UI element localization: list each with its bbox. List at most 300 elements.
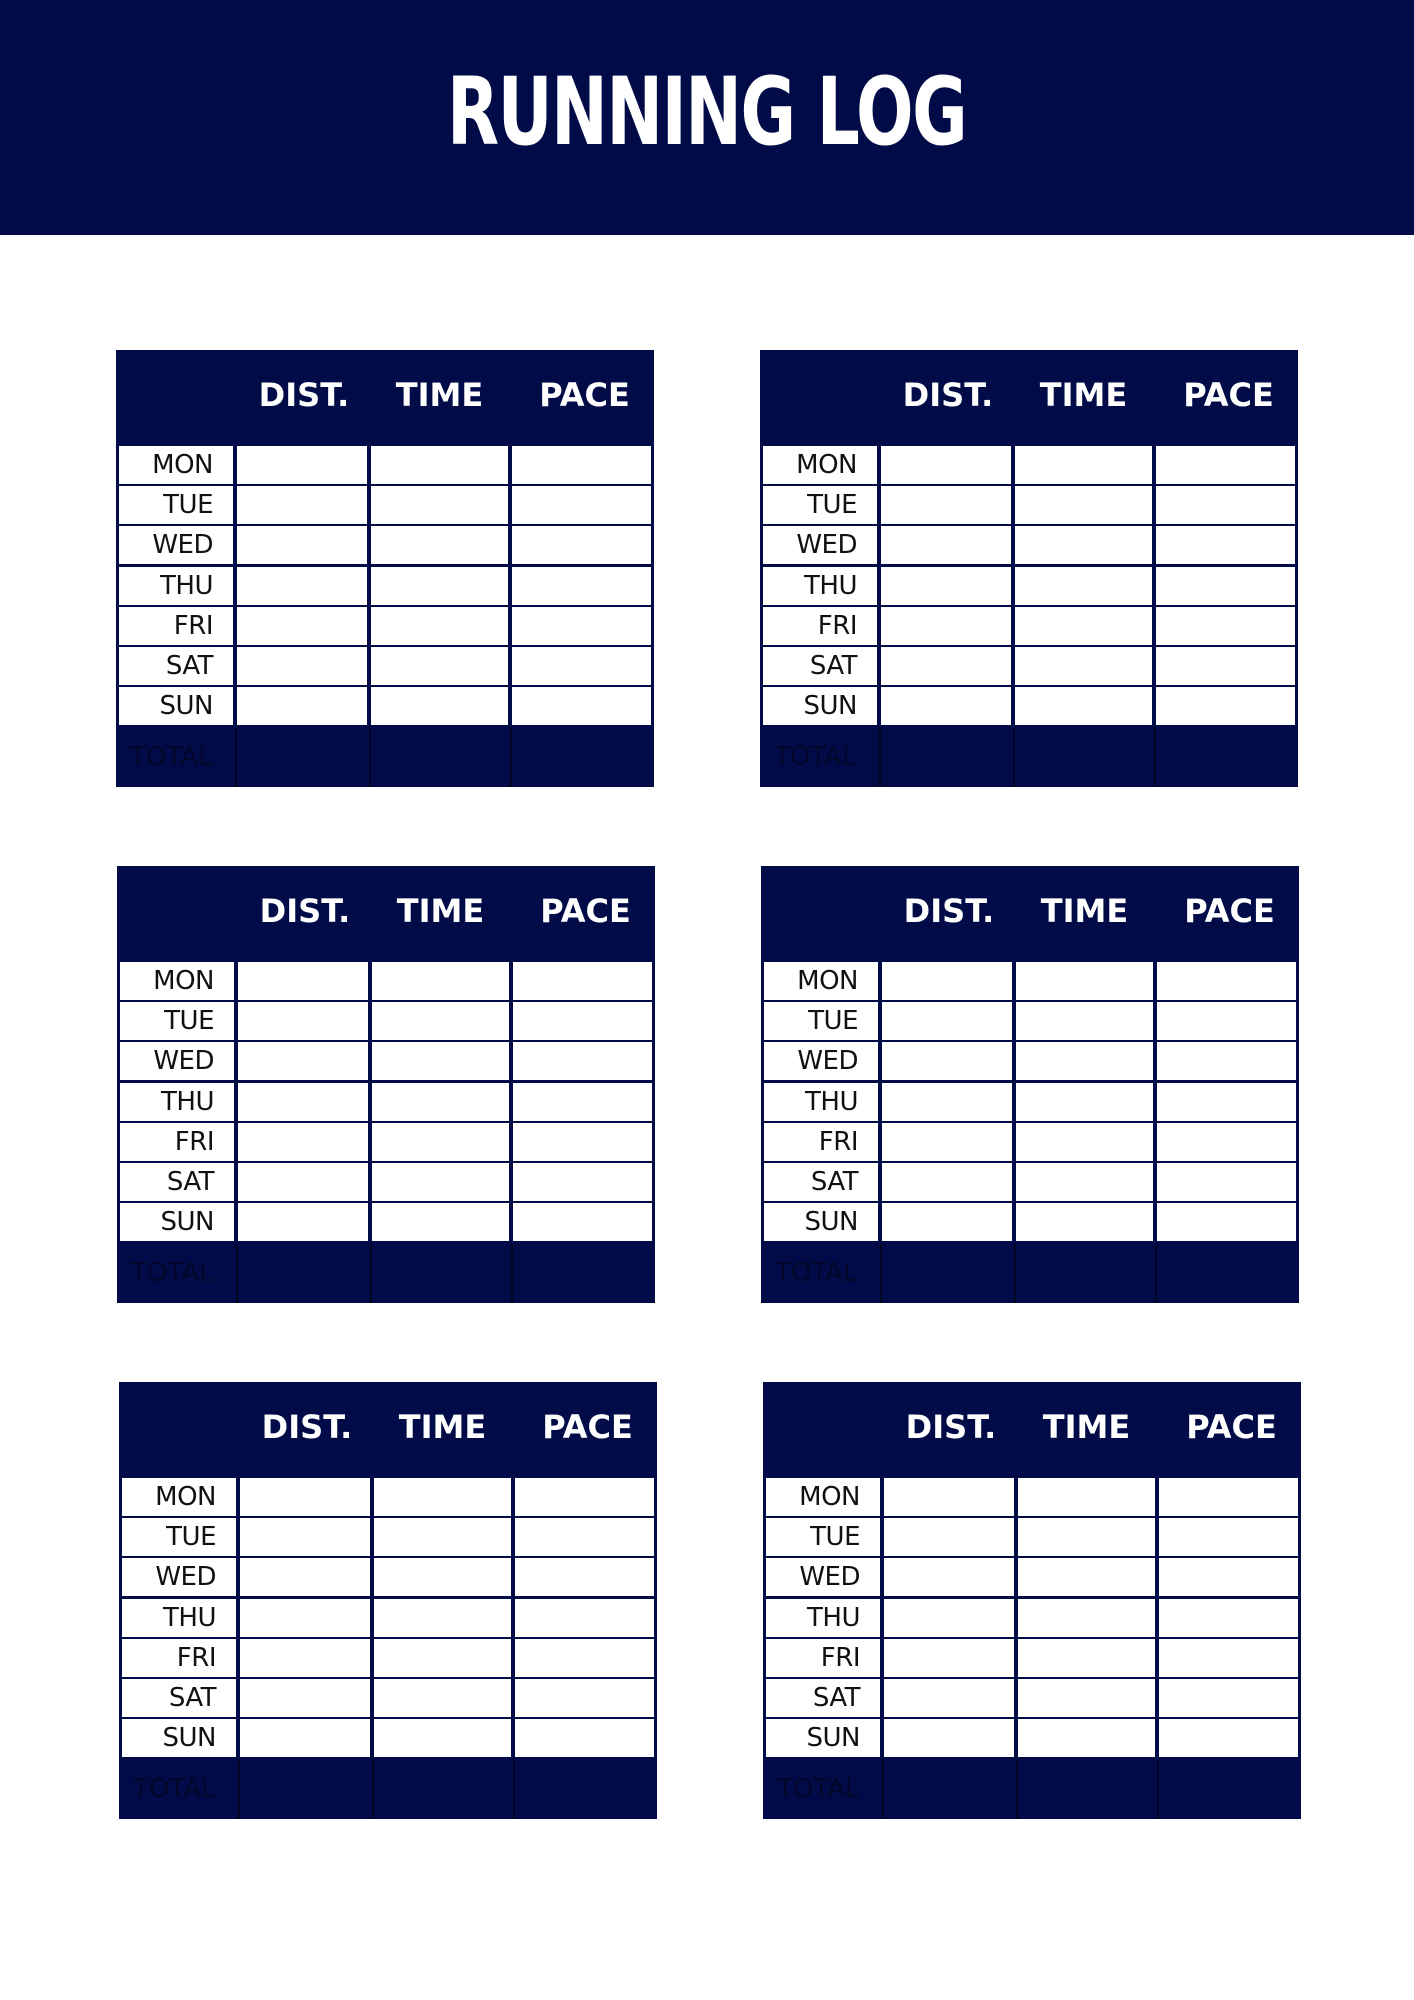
day-label: TUE: [807, 490, 857, 520]
table-row: [763, 647, 1295, 685]
table-body: [120, 962, 652, 1244]
entry-cell[interactable]: [1018, 1679, 1155, 1717]
entry-cell[interactable]: [1159, 1558, 1298, 1596]
entry-cell[interactable]: [1157, 1163, 1296, 1201]
entry-cell[interactable]: [1016, 1002, 1153, 1040]
day-cell: [766, 1719, 880, 1757]
day-cell: [763, 607, 877, 645]
entry-cell[interactable]: [240, 1518, 370, 1556]
entry-cell[interactable]: [512, 567, 651, 605]
entry-cell[interactable]: [240, 1599, 370, 1637]
day-label: SAT: [165, 651, 213, 681]
day-label: SAT: [809, 651, 857, 681]
total-label: TOTAL: [130, 742, 213, 772]
entry-cell[interactable]: [1018, 1478, 1155, 1516]
entry-cell[interactable]: [372, 1203, 509, 1241]
day-cell: [766, 1478, 880, 1516]
day-label: TUE: [166, 1522, 216, 1552]
entry-cell[interactable]: [237, 647, 367, 685]
day-cell: [766, 1599, 880, 1637]
day-cell: [122, 1639, 236, 1677]
entry-cell[interactable]: [1015, 486, 1152, 524]
table-row: [766, 1639, 1298, 1677]
total-label: TOTAL: [777, 1774, 860, 1804]
day-label: SUN: [162, 1723, 216, 1753]
column-header: TIME: [395, 376, 484, 414]
total-column-divider: [1157, 1760, 1159, 1819]
table-row: [119, 486, 651, 524]
column-header: DIST.: [903, 892, 995, 930]
day-cell: [766, 1518, 880, 1556]
entry-cell[interactable]: [1157, 1083, 1296, 1121]
day-label: MON: [797, 966, 858, 996]
entry-cell[interactable]: [240, 1639, 370, 1677]
table-row: [766, 1478, 1298, 1516]
entry-cell[interactable]: [1157, 1042, 1296, 1080]
day-cell: [763, 526, 877, 564]
column-header: DIST.: [905, 1408, 997, 1446]
total-row: [119, 1760, 657, 1819]
day-label: MON: [796, 450, 857, 480]
entry-cell[interactable]: [238, 1203, 368, 1241]
entry-cell[interactable]: [238, 1042, 368, 1080]
column-header: DIST.: [902, 376, 994, 414]
entry-cell[interactable]: [881, 486, 1011, 524]
total-column-divider: [1014, 1244, 1016, 1303]
entry-cell[interactable]: [884, 1478, 1014, 1516]
table-row: [122, 1599, 654, 1637]
entry-cell[interactable]: [1016, 1163, 1153, 1201]
weekly-log-table: [761, 866, 1299, 1303]
entry-cell[interactable]: [881, 567, 1011, 605]
table-row: [764, 1203, 1296, 1241]
total-column-divider: [510, 728, 512, 787]
entry-cell[interactable]: [372, 1002, 509, 1040]
entry-cell[interactable]: [1015, 647, 1152, 685]
table-header-row: [119, 1382, 657, 1478]
table-row: [122, 1518, 654, 1556]
day-cell: [763, 446, 877, 484]
entry-cell[interactable]: [1156, 446, 1295, 484]
table-header-row: [117, 866, 655, 962]
entry-cell[interactable]: [237, 446, 367, 484]
entry-cell[interactable]: [512, 526, 651, 564]
table-row: [120, 1042, 652, 1080]
entry-cell[interactable]: [515, 1679, 654, 1717]
table-row: [763, 567, 1295, 605]
weekly-log-table: [117, 866, 655, 1303]
weekly-log-table: [119, 1382, 657, 1819]
entry-cell[interactable]: [1016, 962, 1153, 1000]
column-header: TIME: [1040, 892, 1129, 930]
entry-cell[interactable]: [1156, 486, 1295, 524]
entry-cell[interactable]: [1159, 1478, 1298, 1516]
entry-cell[interactable]: [374, 1719, 511, 1757]
table-row: [119, 607, 651, 645]
weekly-log-table: [116, 350, 654, 787]
total-column-divider: [370, 1244, 372, 1303]
table-row: [120, 1163, 652, 1201]
day-label: SUN: [803, 691, 857, 721]
entry-cell[interactable]: [372, 962, 509, 1000]
total-column-divider: [1013, 728, 1015, 787]
entry-cell[interactable]: [1015, 607, 1152, 645]
column-header: PACE: [1186, 1408, 1277, 1446]
entry-cell[interactable]: [884, 1558, 1014, 1596]
table-row: [119, 526, 651, 564]
day-cell: [119, 647, 233, 685]
table-header-row: [116, 350, 654, 446]
page-header: [0, 0, 1414, 235]
entry-cell[interactable]: [240, 1558, 370, 1596]
entry-cell[interactable]: [1156, 647, 1295, 685]
entry-cell[interactable]: [238, 1163, 368, 1201]
day-cell: [122, 1599, 236, 1637]
table-row: [766, 1599, 1298, 1637]
entry-cell[interactable]: [1156, 567, 1295, 605]
entry-cell[interactable]: [1156, 687, 1295, 725]
entry-cell[interactable]: [372, 1123, 509, 1161]
total-label: TOTAL: [775, 1258, 858, 1288]
table-row: [763, 687, 1295, 725]
day-label: WED: [797, 1046, 858, 1076]
day-label: THU: [807, 1603, 860, 1633]
entry-cell[interactable]: [371, 526, 508, 564]
table-row: [764, 962, 1296, 1000]
entry-cell[interactable]: [237, 567, 367, 605]
table-row: [122, 1478, 654, 1516]
table-header-row: [763, 1382, 1301, 1478]
table-header-row: [761, 866, 1299, 962]
total-column-divider: [882, 1760, 884, 1819]
day-cell: [764, 1083, 878, 1121]
table-row: [120, 1083, 652, 1121]
entry-cell[interactable]: [882, 1002, 1012, 1040]
total-column-divider: [1016, 1760, 1018, 1819]
table-body: [763, 446, 1295, 728]
day-label: FRI: [176, 1643, 216, 1673]
entry-cell[interactable]: [1018, 1719, 1155, 1757]
entry-cell[interactable]: [238, 1123, 368, 1161]
entry-cell[interactable]: [1159, 1679, 1298, 1717]
entry-cell[interactable]: [238, 962, 368, 1000]
total-column-divider: [236, 1244, 238, 1303]
entry-cell[interactable]: [372, 1083, 509, 1121]
day-cell: [122, 1679, 236, 1717]
day-cell: [119, 526, 233, 564]
entry-cell[interactable]: [1157, 962, 1296, 1000]
table-body: [119, 446, 651, 728]
day-cell: [120, 1083, 234, 1121]
entry-cell[interactable]: [513, 1203, 652, 1241]
total-label: TOTAL: [133, 1774, 216, 1804]
day-label: MON: [799, 1482, 860, 1512]
total-row: [761, 1244, 1299, 1303]
entry-cell[interactable]: [1016, 1042, 1153, 1080]
day-label: SAT: [810, 1167, 858, 1197]
day-label: SAT: [166, 1167, 214, 1197]
entry-cell[interactable]: [881, 647, 1011, 685]
table-row: [119, 687, 651, 725]
column-header: PACE: [540, 892, 631, 930]
column-header: PACE: [542, 1408, 633, 1446]
table-row: [764, 1083, 1296, 1121]
day-label: FRI: [173, 611, 213, 641]
day-cell: [122, 1478, 236, 1516]
day-label: FRI: [174, 1127, 214, 1157]
table-row: [763, 526, 1295, 564]
table-row: [764, 1002, 1296, 1040]
entry-cell[interactable]: [237, 486, 367, 524]
day-cell: [763, 647, 877, 685]
day-cell: [119, 486, 233, 524]
total-label: TOTAL: [131, 1258, 214, 1288]
table-row: [122, 1639, 654, 1677]
total-row: [760, 728, 1298, 787]
table-row: [120, 962, 652, 1000]
column-header: DIST.: [258, 376, 350, 414]
column-header: TIME: [398, 1408, 487, 1446]
entry-cell[interactable]: [513, 1123, 652, 1161]
entry-cell[interactable]: [1015, 687, 1152, 725]
entry-cell[interactable]: [881, 526, 1011, 564]
entry-cell[interactable]: [238, 1083, 368, 1121]
day-label: SUN: [160, 1207, 214, 1237]
entry-cell[interactable]: [1016, 1203, 1153, 1241]
table-row: [766, 1558, 1298, 1596]
entry-cell[interactable]: [515, 1478, 654, 1516]
day-label: SAT: [168, 1683, 216, 1713]
day-label: THU: [160, 571, 213, 601]
day-cell: [764, 1203, 878, 1241]
day-label: SUN: [804, 1207, 858, 1237]
table-row: [120, 1002, 652, 1040]
day-cell: [764, 1163, 878, 1201]
day-cell: [119, 687, 233, 725]
entry-cell[interactable]: [372, 1163, 509, 1201]
table-row: [763, 607, 1295, 645]
column-header: TIME: [1039, 376, 1128, 414]
entry-cell[interactable]: [515, 1639, 654, 1677]
total-column-divider: [513, 1760, 515, 1819]
column-header: DIST.: [261, 1408, 353, 1446]
day-cell: [120, 1163, 234, 1201]
table-header-row: [760, 350, 1298, 446]
entry-cell[interactable]: [1157, 1002, 1296, 1040]
entry-cell[interactable]: [1016, 1123, 1153, 1161]
entry-cell[interactable]: [512, 647, 651, 685]
day-label: THU: [804, 571, 857, 601]
day-cell: [766, 1679, 880, 1717]
day-cell: [122, 1558, 236, 1596]
entry-cell[interactable]: [1015, 526, 1152, 564]
column-header: DIST.: [259, 892, 351, 930]
entry-cell[interactable]: [240, 1719, 370, 1757]
entry-cell[interactable]: [513, 1083, 652, 1121]
day-label: TUE: [810, 1522, 860, 1552]
total-row: [117, 1244, 655, 1303]
entry-cell[interactable]: [884, 1679, 1014, 1717]
entry-cell[interactable]: [882, 1163, 1012, 1201]
day-cell: [120, 1123, 234, 1161]
day-cell: [120, 1203, 234, 1241]
total-row: [763, 1760, 1301, 1819]
entry-cell[interactable]: [882, 1123, 1012, 1161]
entry-cell[interactable]: [881, 687, 1011, 725]
entry-cell[interactable]: [884, 1719, 1014, 1757]
entry-cell[interactable]: [1159, 1639, 1298, 1677]
day-label: MON: [153, 966, 214, 996]
entry-cell[interactable]: [515, 1558, 654, 1596]
column-header: PACE: [1184, 892, 1275, 930]
entry-cell[interactable]: [371, 567, 508, 605]
entry-cell[interactable]: [240, 1478, 370, 1516]
column-header: PACE: [539, 376, 630, 414]
entry-cell[interactable]: [374, 1599, 511, 1637]
day-label: FRI: [817, 611, 857, 641]
entry-cell[interactable]: [515, 1599, 654, 1637]
day-cell: [122, 1719, 236, 1757]
entry-cell[interactable]: [512, 486, 651, 524]
entry-cell[interactable]: [374, 1558, 511, 1596]
table-row: [766, 1518, 1298, 1556]
day-label: SAT: [812, 1683, 860, 1713]
entry-cell[interactable]: [1159, 1518, 1298, 1556]
entry-cell[interactable]: [237, 687, 367, 725]
entry-cell[interactable]: [1018, 1639, 1155, 1677]
table-row: [764, 1163, 1296, 1201]
day-cell: [119, 567, 233, 605]
day-label: FRI: [818, 1127, 858, 1157]
column-header: TIME: [1042, 1408, 1131, 1446]
entry-cell[interactable]: [371, 446, 508, 484]
entry-cell[interactable]: [882, 1203, 1012, 1241]
table-row: [122, 1558, 654, 1596]
day-label: TUE: [808, 1006, 858, 1036]
table-row: [119, 567, 651, 605]
entry-cell[interactable]: [237, 526, 367, 564]
day-cell: [764, 962, 878, 1000]
day-label: THU: [161, 1087, 214, 1117]
entry-cell[interactable]: [371, 607, 508, 645]
entry-cell[interactable]: [1157, 1123, 1296, 1161]
total-row: [116, 728, 654, 787]
entry-cell[interactable]: [371, 486, 508, 524]
entry-cell[interactable]: [512, 446, 651, 484]
day-cell: [763, 567, 877, 605]
entry-cell[interactable]: [884, 1599, 1014, 1637]
entry-cell[interactable]: [884, 1639, 1014, 1677]
entry-cell[interactable]: [882, 1042, 1012, 1080]
entry-cell[interactable]: [237, 607, 367, 645]
total-column-divider: [369, 728, 371, 787]
table-row: [764, 1042, 1296, 1080]
day-label: WED: [155, 1562, 216, 1592]
table-row: [766, 1679, 1298, 1717]
entry-cell[interactable]: [513, 1042, 652, 1080]
entry-cell[interactable]: [371, 687, 508, 725]
entry-cell[interactable]: [512, 607, 651, 645]
entry-cell[interactable]: [515, 1719, 654, 1757]
day-label: WED: [796, 530, 857, 560]
entry-cell[interactable]: [1159, 1599, 1298, 1637]
entry-cell[interactable]: [512, 687, 651, 725]
day-cell: [764, 1123, 878, 1161]
entry-cell[interactable]: [1018, 1518, 1155, 1556]
table-row: [763, 446, 1295, 484]
entry-cell[interactable]: [884, 1518, 1014, 1556]
day-cell: [120, 962, 234, 1000]
entry-cell[interactable]: [1015, 567, 1152, 605]
table-body: [122, 1478, 654, 1760]
entry-cell[interactable]: [882, 962, 1012, 1000]
entry-cell[interactable]: [882, 1083, 1012, 1121]
column-header: TIME: [396, 892, 485, 930]
entry-cell[interactable]: [374, 1679, 511, 1717]
entry-cell[interactable]: [374, 1518, 511, 1556]
day-cell: [763, 486, 877, 524]
entry-cell[interactable]: [374, 1639, 511, 1677]
day-cell: [763, 687, 877, 725]
entry-cell[interactable]: [515, 1518, 654, 1556]
day-label: SUN: [159, 691, 213, 721]
day-cell: [122, 1518, 236, 1556]
entry-cell[interactable]: [238, 1002, 368, 1040]
entry-cell[interactable]: [881, 446, 1011, 484]
total-column-divider: [880, 1244, 882, 1303]
table-row: [120, 1203, 652, 1241]
table-row: [763, 486, 1295, 524]
entry-cell[interactable]: [240, 1679, 370, 1717]
entry-cell[interactable]: [513, 962, 652, 1000]
entry-cell[interactable]: [513, 1002, 652, 1040]
weekly-log-table: [760, 350, 1298, 787]
weekly-log-table: [763, 1382, 1301, 1819]
day-label: THU: [805, 1087, 858, 1117]
entry-cell[interactable]: [1156, 607, 1295, 645]
entry-cell[interactable]: [1157, 1203, 1296, 1241]
day-label: FRI: [820, 1643, 860, 1673]
day-label: WED: [153, 1046, 214, 1076]
entry-cell[interactable]: [372, 1042, 509, 1080]
day-label: TUE: [163, 490, 213, 520]
total-column-divider: [1155, 1244, 1157, 1303]
entry-cell[interactable]: [1159, 1719, 1298, 1757]
table-row: [122, 1719, 654, 1757]
total-column-divider: [879, 728, 881, 787]
entry-cell[interactable]: [371, 647, 508, 685]
entry-cell[interactable]: [1018, 1599, 1155, 1637]
table-body: [764, 962, 1296, 1244]
table-row: [119, 446, 651, 484]
entry-cell[interactable]: [1018, 1558, 1155, 1596]
entry-cell[interactable]: [881, 607, 1011, 645]
entry-cell[interactable]: [1016, 1083, 1153, 1121]
day-label: MON: [152, 450, 213, 480]
day-label: THU: [163, 1603, 216, 1633]
entry-cell[interactable]: [1015, 446, 1152, 484]
total-label: TOTAL: [774, 742, 857, 772]
page-title: RUNNING LOG: [447, 58, 967, 167]
entry-cell[interactable]: [513, 1163, 652, 1201]
day-cell: [764, 1042, 878, 1080]
entry-cell[interactable]: [374, 1478, 511, 1516]
entry-cell[interactable]: [1156, 526, 1295, 564]
table-body: [766, 1478, 1298, 1760]
table-row: [122, 1679, 654, 1717]
day-label: WED: [799, 1562, 860, 1592]
day-cell: [119, 607, 233, 645]
